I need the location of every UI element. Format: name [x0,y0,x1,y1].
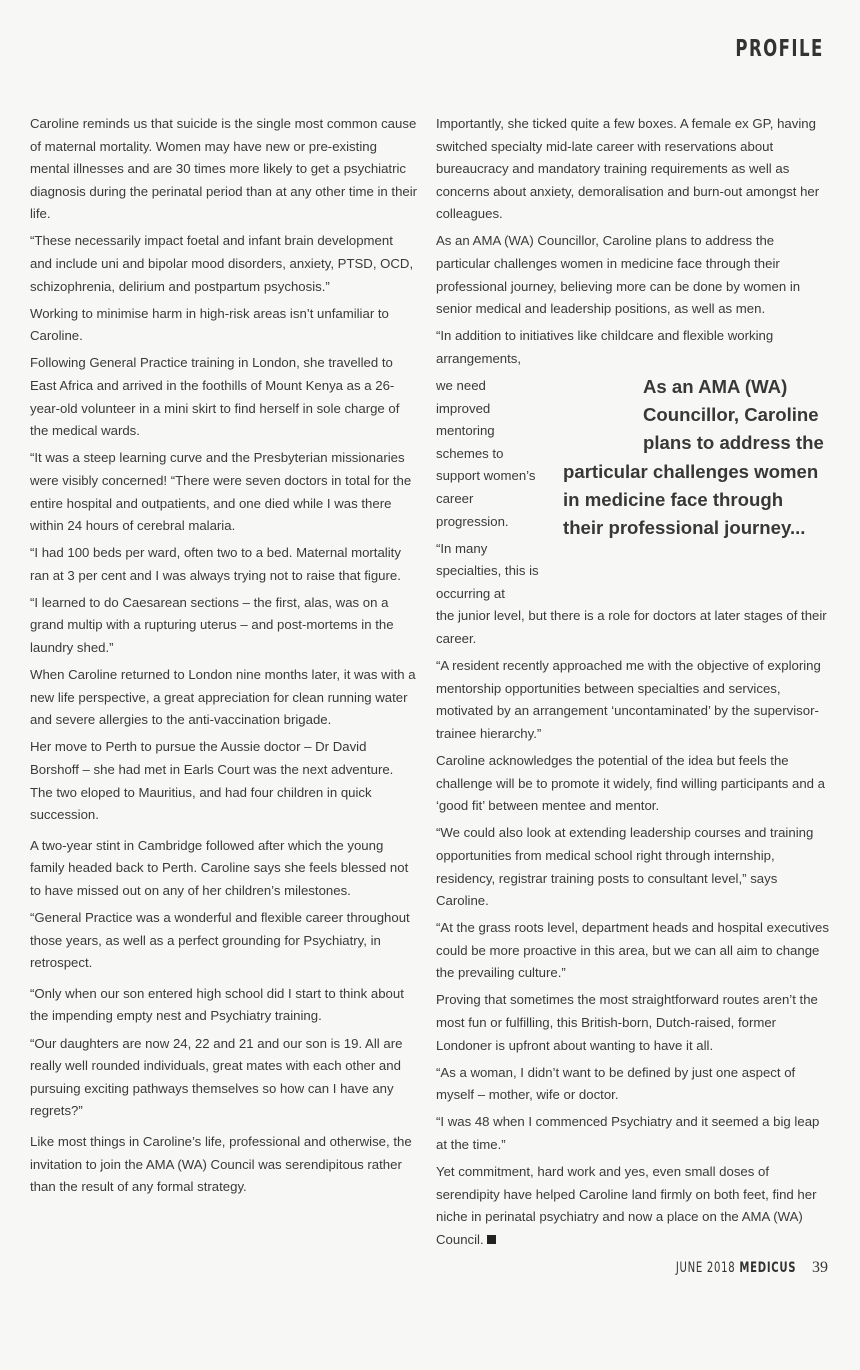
publication-name: MEDICUS [739,1260,796,1276]
paragraph: “I was 48 when I commenced Psychiatry and it seemed a big leap at the time.” [436,1114,820,1153]
paragraph: Proving that sometimes the most straightforward routes aren’t the most fun or fulfilling, this British-born, Dutch-raised, former Londoner is upfront about wanting to have it all. [436,992,818,1053]
issue-line [676,1260,796,1276]
issue-date: JUNE 2018 [675,1260,736,1276]
pull-quote [563,373,838,542]
paragraph: Caroline acknowledges the potential of the idea but feels the challenge will be to promote it widely, find willing participants and a ‘good fit’ between mentee and mentor. [436,753,825,814]
pull-quote-line: plans to address the [643,432,824,454]
paragraph: “General Practice was a wonderful and flexible career throughout those years, as well as a perfect grounding for Psychiatry, in retrospect. [30,910,410,971]
paragraph: “Our daughters are now 24, 22 and 21 and our son is 19. All are really well rounded individuals, great mates with each other and pursuing exciting pathways themselves so how can I have any regrets?” [30,1035,403,1119]
paragraph: “In many specialties, this is occurring at [436,540,539,601]
paragraph: Like most things in Caroline’s life, professional and otherwise, the invitation to join the AMA (WA) Council was serendipitous rather than the result of any formal strategy. [30,1133,412,1195]
page-number: 39 [812,1259,828,1276]
paragraph: Working to minimise harm in high-risk areas isn’t unfamiliar to Caroline. [30,305,389,344]
paragraph: Importantly, she ticked quite a few boxes. A female ex GP, having switched specialty mid-late career with reservations about bureaucracy and mandatory training requirements as well as concerns about anxiety, demoralisation and burn-out amongst her colleagues. [436,116,820,222]
paragraph: “Only when our son entered high school did I start to think about the impending empty nest and Psychiatry training. [30,985,404,1024]
paragraph: Caroline reminds us that suicide is the single most common cause of maternal mortality. Women may have new or pre-existing mental illnesses and are 30 times more likely to get a psychiatric diagnosis during the perinatal period than at any other time in their life. [30,116,418,222]
end-mark-icon [487,1235,496,1244]
article-right-column [436,113,830,1256]
closing-paragraph [436,1161,830,1251]
paragraph: the junior level, but there is a role for doctors at later stages of their career. [436,608,827,647]
pull-quote-line: Councillor, Caroline [643,404,819,426]
pull-quote-line: particular challenges women [563,460,819,482]
paragraph: Following General Practice training in London, she travelled to East Africa and arrived in the foothills of Mount Kenya as a 26-year-old volunteer in a mini skirt to find herself in sole charge of the medical wards. [30,355,400,439]
paragraph: “I had 100 beds per ward, often two to a bed. Maternal mortality ran at 3 per cent and I was always trying not to raise that figure. [30,545,401,583]
paragraph: “As a woman, I didn’t want to be defined by just one aspect of myself – mother, wife or doctor. [436,1064,796,1103]
paragraph: As an AMA (WA) Councillor, Caroline plans to address the particular challenges women in medicine face through their professional journey, believing more can be done by women in senior medical and leadership positions, as well as men. [436,233,801,317]
section-label: PROFILE [735,36,824,62]
article-left-column [30,113,418,1203]
paragraph: “A resident recently approached me with the objective of exploring mentorship opportunities between specialties and services, motivated by an arrangement ‘uncontaminated’ by the supervisor-trainee hierarchy.” [436,658,821,741]
paragraph: A two-year stint in Cambridge followed after which the young family headed back to Perth. Caroline says she feels blessed not to have missed out on any of her children’s milestones. [30,837,409,898]
paragraph: Her move to Perth to pursue the Aussie doctor – Dr David Borshoff – she had met in Earls Court was the next adventure. The two eloped to Mauritius, and had four children in quick succession. [30,739,394,823]
paragraph: “At the grass roots level, department heads and hospital executives could be more proactive in this area, but we can all aim to change the prevailing culture.” [436,920,829,981]
paragraph: “In addition to initiatives like childcare and flexible working arrangements, [436,328,774,366]
paragraph: “We could also look at extending leadership courses and training opportunities from medical school right through internship, residency, registrar training posts to consultant level,” says Caroline. [436,825,814,909]
paragraph-text: Yet commitment, hard work and yes, even small doses of serendipity have helped Caroline land firmly on both feet, find her niche in perinatal psychiatry and now a place on the AMA (WA) Council. [436,1164,817,1247]
pull-quote-line: their professional journey... [563,517,806,539]
paragraph: “I learned to do Caesarean sections – the first, alas, was on a grand multip with a rupturing uterus – and post-mortems in the laundry shed.” [30,594,394,656]
paragraph: we need improved mentoring schemes to support women’s career progression. [436,378,536,529]
paragraph: “These necessarily impact foetal and infant brain development and include uni and bipolar mood disorders, anxiety, PTSD, OCD, schizophrenia, delirium and postpartum psychosis.” [30,233,414,294]
page-footer [629,1259,828,1277]
pull-quote-line: As an AMA (WA) [643,376,788,397]
pull-quote-line: in medicine face through [563,488,784,510]
paragraph: When Caroline returned to London nine months later, it was with a new life perspective, a great appreciation for clean running water and severe allergies to the anti-vaccination brigade. [30,667,416,728]
paragraph: “It was a steep learning curve and the Presbyterian missionaries were visibly concerned! “There were seven doctors in total for the entire hospital and outpatients, and one died while I was there within 24 hours of cerebral malaria. [30,450,412,534]
